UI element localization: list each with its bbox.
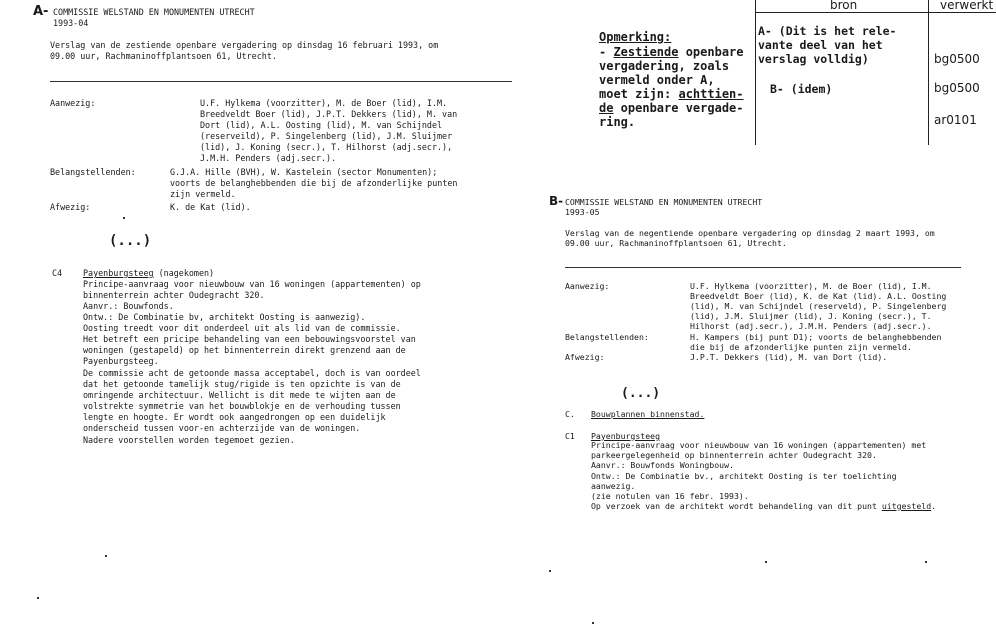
present-line: (lid), J.M. Sluijmer (lid), J. Koning (secr.), T. [690,311,932,321]
remark-heading: Opmerking: [599,30,672,44]
item-line: binnenterrein achter Oudegracht 320. [83,290,265,300]
doc-b-marker: B- [549,194,564,208]
doc-b-header: COMMISSIE WELSTAND EN MONUMENTEN UTRECHT [565,197,763,207]
section-code: C. [565,409,575,419]
col-verwerkt: verwerkt [940,0,994,12]
interested-line: voorts de belanghebbenden die bij de afzonderlijke punten [170,178,458,188]
ellipsis: (...) [109,233,152,249]
item-line: woningen (gestapeld) op het binnenterrein direkt grenzend aan de [83,345,406,355]
present-line: (reserveild), P. Singelenberg (lid), J.M. Sluijmer [200,131,453,141]
item-line: Aanvr.: Bouwfonds Woningbouw. [591,460,734,470]
doc-b-title-line: Verslag van de negentiende openbare vergadering op dinsdag 2 maart 1993, om [565,228,935,238]
interested-line: zijn vermeld. [170,189,236,199]
postponed-word: uitgesteld [881,501,932,511]
scan-speck [925,561,927,563]
item-title: Payenburgsteeg [83,268,154,278]
scan-speck [765,561,767,563]
table-header-rule [755,12,996,13]
absent-label: Afwezig: [565,352,605,362]
item-line: Op verzoek van de architekt wordt behandeling van dit punt [591,501,882,511]
remark-text: vermeld onder A, [599,73,715,87]
scan-speck [123,217,125,219]
item-line: volstrekte symmetrie van het bouwblokje en de verhouding tussen [83,401,401,411]
remark-text: - [599,45,614,59]
present-line: Breedveldt Boer (lid), J.P.T. Dekkers (lid), M. van [200,109,458,119]
doc-a-number: 1993-04 [53,18,89,28]
item-line: omringende architectuur. Wellicht is dit mede te wijten aan de [83,390,396,400]
interested-line: G.J.A. Hille (BVH), W. Kastelein (sector Monumenten); [170,167,438,177]
interested-line: H. Kampers (bij punt D1); voorts de belanghebbenden [690,332,942,342]
item-line: parkeergelegenheid op binnenterrein achter Oudegracht 320. [591,450,877,460]
item-line: Het betreft een pricipe behandeling van een bebouwingsvoorstel van [83,334,416,344]
item-code: C4 [52,268,63,278]
col-bron: bron [830,0,858,12]
item-line: onderscheid tussen voor-en achterzijde van de woningen. [83,423,361,433]
postponed-end: . [931,501,937,511]
interested-label: Belangstellenden: [50,167,136,177]
interested-line: die bij de afzonderlijke punten zijn vermeld. [690,342,912,352]
table-column-divider [928,0,929,145]
item-code: C1 [565,431,575,441]
present-line: Hilhorst (adj.secr.), J.M.H. Penders (adj.secr.). [690,321,932,331]
ellipsis: (...) [621,386,661,401]
absent-value: K. de Kat (lid). [170,202,251,212]
item-line: Oosting treedt voor dit onderdeel uit als lid van de commissie. [83,323,401,333]
item-line: Payenburgsteeg. [83,356,159,366]
doc-a-title-line: Verslag van de zestiende openbare vergadering op dinsdag 16 februari 1993, om [50,40,439,50]
present-line: Dort (lid), A.L. Oosting (lid), M. van Schijndel [200,120,443,130]
remark-text-underlined: de [599,101,614,115]
absent-label: Afwezig: [50,202,91,212]
row1-line: verslag volldig) [758,52,869,66]
present-line: (lid), J. Koning (secr.), T. Hilhorst (adj.secr.), [200,142,453,152]
divider [565,267,961,268]
remark-text: moet zijn: [599,87,679,101]
row1-line: vante deel van het [758,38,883,52]
item-line: (zie notulen van 16 febr. 1993). [591,491,749,501]
scan-speck [592,622,594,624]
present-line: U.F. Hylkema (voorzitter), M. de Boer (lid), I.M. [200,98,448,108]
divider [50,81,512,82]
item-line: lengte en hoogte. Er wordt ook aangedrongen op een duidelijk [83,412,386,422]
scan-speck [549,570,551,572]
interested-label: Belangstellenden: [565,332,649,342]
doc-b-number: 1993-05 [565,207,600,217]
code-cell: bg0500 [934,52,980,66]
present-line: Breedveldt Boer (lid), K. de Kat (lid). A.L. Oosting [690,291,947,301]
item-title-suffix: (nagekomen) [153,268,215,278]
row1-line: A- (Dit is het rele- [758,24,897,38]
doc-a-marker: A- [33,4,49,19]
present-label: Aanwezig: [565,281,610,291]
remark-text-underlined: Zestiende [613,45,679,59]
item-line: Ontw.: De Combinatie bv., architekt Oosting is ter toelichting [591,471,897,481]
present-label: Aanwezig: [50,98,96,108]
scan-speck [37,597,39,599]
item-line: Aanvr.: Bouwfonds. [83,301,174,311]
doc-a-header: COMMISSIE WELSTAND EN MONUMENTEN UTRECHT [53,7,255,17]
item-title: Payenburgsteeg [591,431,661,441]
present-line: (lid), M. van Schijndel (reserveld), P. Singelenberg [690,301,947,311]
item-line: Principe-aanvraag voor nieuwbouw van 16 woningen (appartementen) op [83,279,421,289]
doc-b-title-line: 09.00 uur, Rachmaninoffplantsoen 61, Utrecht. [565,238,787,248]
item-line: dat het getoonde tamelijk stug/rigide is ten opzichte is van de [83,379,401,389]
present-line: U.F. Hylkema (voorzitter), M. de Boer (lid), I.M. [690,281,932,291]
remark-text: openbare vergade- [613,101,744,115]
item-line: Ontw.: De Combinatie bv, architekt Oosting is aanwezig). [83,312,366,322]
item-line: De commissie acht de getoonde massa acceptabel, doch is van oordeel [83,368,421,378]
scan-speck [105,555,107,557]
section-title: Bouwplannen binnenstad. [591,409,705,419]
doc-a-title-line: 09.00 uur, Rachmaninoffplantsoen 61, Utrecht. [50,51,277,61]
item-line: Nadere voorstellen worden tegemoet gezien. [83,435,295,445]
present-line: J.M.H. Penders (adj.secr.). [200,153,337,163]
remark-text: ring. [599,115,636,129]
item-line: aanwezig. [591,481,636,491]
absent-value: J.P.T. Dekkers (lid), M. van Dort (lid). [690,352,888,362]
row2: B- (idem) [770,82,833,96]
table-left-border [755,0,756,145]
remark-text: vergadering, zoals [599,59,730,73]
item-line: Principe-aanvraag voor nieuwbouw van 16 woningen (appartementen) met [591,440,927,450]
code-cell: ar0101 [934,113,977,127]
remark-text-underlined: achttien- [678,87,744,101]
code-cell: bg0500 [934,81,980,95]
remark-text: openbare [678,45,744,59]
